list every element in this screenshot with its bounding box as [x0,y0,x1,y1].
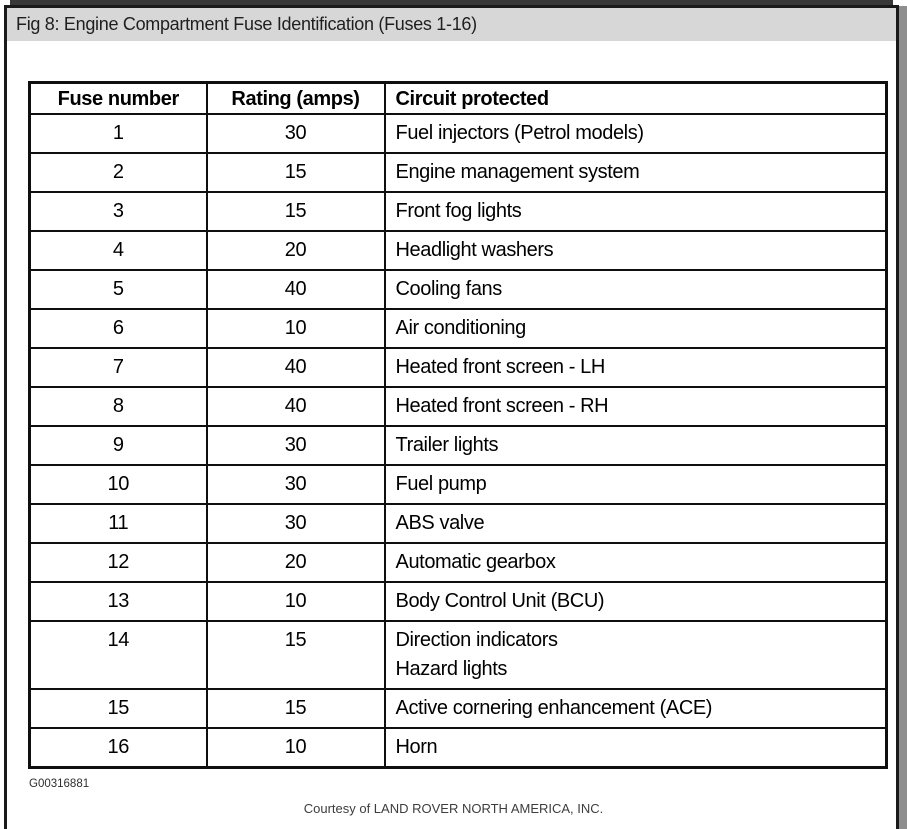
circuit-line: Trailer lights [395,434,499,456]
courtesy-line: Courtesy of LAND ROVER NORTH AMERICA, INC. [303,801,604,816]
fuse-number-cell: 2 [30,153,207,192]
rating-cell: 15 [207,689,385,728]
fuse-number-cell: 7 [30,348,207,387]
circuit-cell [385,387,887,426]
rating-cell: 10 [207,728,385,768]
column-header-rating: Rating (amps) [207,83,385,115]
fuse-number-cell: 15 [30,689,207,728]
circuit-line: Heated front screen - LH [395,356,605,378]
rating-cell: 10 [207,582,385,621]
circuit-cell [385,543,887,582]
table-row [30,114,887,153]
rating-cell: 30 [207,426,385,465]
circuit-line: Automatic gearbox [395,551,556,573]
circuit-line: Direction indicators [395,629,558,651]
table-row [30,689,887,728]
circuit-cell [385,621,887,689]
circuit-cell [385,309,887,348]
figure-reference-number: G00316881 [29,778,90,790]
rating-cell: 10 [207,309,385,348]
column-header-circuit-protected: Circuit protected [385,83,887,115]
fuse-number-cell: 13 [30,582,207,621]
circuit-line: Cooling fans [395,278,502,300]
circuit-line: Front fog lights [395,200,522,222]
circuit-line: Body Control Unit (BCU) [395,590,605,612]
table-row [30,387,887,426]
table-row [30,192,887,231]
table-row [30,231,887,270]
figure-title: Fig 8: Engine Compartment Fuse Identification (Fuses 1-16) [16,14,477,34]
column-header-fuse-number: Fuse number [30,83,207,115]
table-row [30,465,887,504]
fuse-number-cell: 3 [30,192,207,231]
rating-cell: 40 [207,387,385,426]
circuit-cell [385,426,887,465]
circuit-line: Engine management system [395,161,640,183]
table-row [30,621,887,689]
table-row [30,504,887,543]
circuit-cell [385,153,887,192]
fuse-number-cell: 6 [30,309,207,348]
rating-cell: 20 [207,543,385,582]
figure-caption-bar [7,8,896,41]
rating-cell: 40 [207,348,385,387]
circuit-line: ABS valve [395,512,485,534]
table-row [30,426,887,465]
circuit-cell [385,114,887,153]
fuse-table-body [30,114,887,768]
document-viewer-frame [4,5,899,829]
fuse-number-cell: 14 [30,621,207,689]
circuit-cell [385,582,887,621]
table-row [30,153,887,192]
fuse-table [28,81,888,769]
circuit-line: Headlight washers [395,239,554,261]
table-row [30,348,887,387]
rating-cell: 20 [207,231,385,270]
circuit-cell [385,504,887,543]
circuit-line: Hazard lights [395,658,508,680]
fuse-number-cell: 16 [30,728,207,768]
circuit-cell [385,348,887,387]
table-row [30,582,887,621]
table-row [30,270,887,309]
rating-cell: 30 [207,504,385,543]
circuit-line: Heated front screen - RH [395,395,609,417]
fuse-number-cell: 8 [30,387,207,426]
fuse-number-cell: 9 [30,426,207,465]
circuit-line: Air conditioning [395,317,526,339]
circuit-cell [385,192,887,231]
circuit-line: Active cornering enhancement (ACE) [395,697,713,719]
circuit-line: Fuel pump [395,473,487,495]
table-row [30,309,887,348]
circuit-line: Fuel injectors (Petrol models) [395,122,644,144]
rating-cell: 30 [207,114,385,153]
window-right-shadow [899,6,907,829]
circuit-cell [385,465,887,504]
rating-cell: 30 [207,465,385,504]
circuit-cell [385,231,887,270]
circuit-cell [385,270,887,309]
fuse-number-cell: 11 [30,504,207,543]
circuit-cell [385,689,887,728]
circuit-line: Horn [395,736,438,758]
rating-cell: 40 [207,270,385,309]
rating-cell: 15 [207,192,385,231]
fuse-number-cell: 1 [30,114,207,153]
rating-cell: 15 [207,153,385,192]
document-content [7,41,896,790]
table-row [30,543,887,582]
fuse-number-cell: 10 [30,465,207,504]
rating-cell: 15 [207,621,385,689]
fuse-number-cell: 5 [30,270,207,309]
fuse-number-cell: 12 [30,543,207,582]
header-row [30,83,887,115]
table-row [30,728,887,768]
fuse-number-cell: 4 [30,231,207,270]
fuse-table-header [30,83,887,115]
circuit-cell [385,728,887,768]
